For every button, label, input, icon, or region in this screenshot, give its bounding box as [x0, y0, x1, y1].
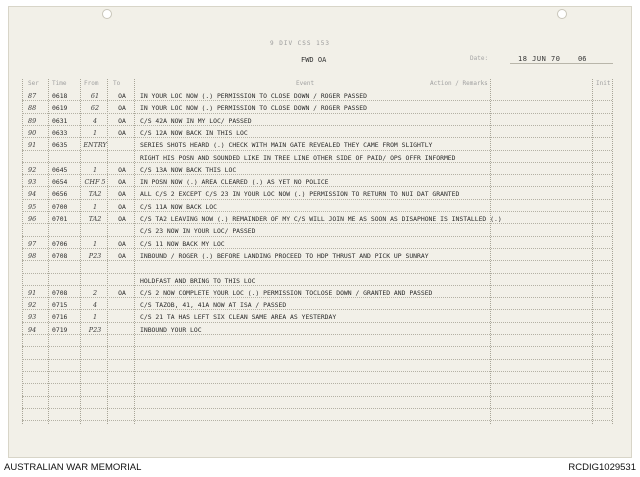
row-from: ENTRY	[83, 141, 107, 150]
row-msg: C/S TAZOB, 41, 41A NOW AT ISA / PASSED	[140, 301, 287, 310]
row-from: TA2	[88, 190, 102, 199]
row-msg: C/S 12A NOW BACK IN THIS LOC	[140, 128, 248, 137]
row-rule	[22, 174, 612, 175]
row-msg: C/S 11 NOW BACK MY LOC	[140, 239, 225, 248]
row-time: 0631	[52, 116, 68, 125]
row-rule	[22, 137, 612, 138]
row-time: 0708	[52, 251, 68, 260]
page-number: 06	[578, 55, 587, 63]
row-ser: 88	[28, 104, 37, 113]
row-rule	[22, 420, 612, 421]
row-to: OA	[118, 92, 126, 100]
punch-hole	[102, 9, 112, 19]
row-to: OA	[118, 251, 126, 260]
row-msg: IN POSN NOW (.) AREA CLEARED (.) AS YET NO POLICE	[140, 178, 329, 187]
row-from: 61	[90, 92, 100, 100]
row-msg: C/S 11A NOW BACK LOC	[140, 202, 217, 211]
row-rule	[22, 199, 612, 200]
row-rule	[22, 223, 612, 224]
row-rule	[22, 396, 612, 397]
row-to: OA	[118, 288, 126, 297]
row-from: 62	[90, 104, 100, 113]
row-to: OA	[118, 215, 126, 223]
row-rule	[22, 100, 612, 101]
row-time: 0708	[52, 288, 68, 297]
unit-title: FWD OA	[301, 56, 327, 64]
log-sheet	[8, 6, 632, 458]
row-msg: RIGHT HIS POSN AND SOUNDED LIKE IN TREE LINE OTHER SIDE OF PAID/ OPS OFFR INFORMED	[140, 153, 456, 162]
row-rule	[22, 383, 612, 384]
grid-line	[612, 79, 613, 424]
row-msg: HOLDFAST AND BRING TO THIS LOC	[140, 276, 256, 285]
row-from: CHF 5	[84, 178, 106, 187]
row-time: 0619	[52, 104, 68, 113]
row-time: 0633	[52, 128, 68, 137]
row-to: OA	[118, 178, 126, 187]
row-rule	[22, 260, 612, 261]
row-rule	[22, 297, 612, 298]
row-time: 0618	[52, 92, 68, 100]
row-rule	[22, 285, 612, 286]
log-date: 18 JUN 70	[518, 55, 561, 63]
row-from: 1	[92, 239, 98, 248]
grid-line	[134, 79, 135, 424]
punch-holes	[9, 9, 631, 19]
header-underline	[510, 63, 613, 64]
row-ser: 94	[28, 190, 37, 199]
row-rule	[22, 211, 612, 212]
row-msg: ALL C/S 2 EXCEPT C/S 23 IN YOUR LOC NOW (.) PERMISSION TO RETURN TO NUI DAT GRANTED	[140, 190, 460, 199]
row-msg: INBOUND YOUR LOC	[140, 325, 202, 334]
row-msg: C/S 21 TA HAS LEFT SIX CLEAN SAME AREA AS YESTERDAY	[140, 313, 337, 322]
row-rule	[22, 125, 612, 126]
row-rule	[22, 309, 612, 310]
row-time: 0654	[52, 178, 68, 187]
row-ser: 90	[28, 128, 37, 137]
row-ser: 92	[28, 301, 37, 310]
row-time: 0719	[52, 325, 68, 334]
row-time: 0635	[52, 141, 68, 150]
grid-line	[22, 79, 23, 424]
row-rule	[22, 359, 612, 360]
row-ser: 97	[28, 239, 37, 248]
row-from: 1	[92, 128, 98, 137]
row-time: 0715	[52, 301, 68, 310]
row-rule	[22, 186, 612, 187]
punch-hole	[557, 9, 567, 19]
row-from: P23	[88, 325, 102, 334]
row-from: 2	[92, 288, 98, 297]
row-ser: 89	[28, 116, 37, 125]
row-ser: 93	[28, 178, 37, 187]
row-time: 0706	[52, 239, 68, 248]
row-rule	[22, 113, 612, 114]
row-to: OA	[118, 116, 126, 125]
row-time: 0716	[52, 313, 68, 322]
row-ser: 96	[28, 215, 37, 223]
row-from: 4	[92, 301, 98, 310]
row-rule	[22, 248, 612, 249]
row-rule	[22, 162, 612, 163]
row-rule	[22, 322, 612, 323]
row-rule	[22, 408, 612, 409]
row-from: 1	[92, 202, 98, 211]
col-event: Event	[296, 80, 315, 87]
row-time: 0656	[52, 190, 68, 199]
col-time: Time	[52, 80, 67, 87]
row-to: OA	[118, 202, 126, 211]
row-msg: C/S 42A NOW IN MY LOC/ PASSED	[140, 116, 252, 125]
row-rule	[22, 273, 612, 274]
row-time: 0700	[52, 202, 68, 211]
date-label: Date:	[470, 55, 489, 62]
row-to: OA	[118, 165, 126, 174]
grid-line	[80, 79, 81, 424]
row-msg: SERIES SHOTS HEARD (.) CHECK WITH MAIN GATE REVEALED THEY CAME FROM SLIGHTLY	[140, 141, 433, 150]
row-ser: 91	[28, 141, 37, 150]
row-msg: INBOUND / ROGER (.) BEFORE LANDING PROCEED TO HDP THRUST AND PICK UP SUNRAY	[140, 251, 429, 260]
col-ser: Ser	[28, 80, 39, 87]
row-ser: 98	[28, 251, 37, 260]
row-rule	[22, 371, 612, 372]
row-from: 4	[92, 116, 98, 125]
row-msg: IN YOUR LOC NOW (.) PERMISSION TO CLOSE DOWN / ROGER PASSED	[140, 104, 368, 113]
row-msg: C/S 23 NOW IN YOUR LOC/ PASSED	[140, 227, 256, 236]
row-rule	[22, 334, 612, 335]
row-rule	[22, 150, 612, 151]
row-msg: C/S TA2 LEAVING NOW (.) REMAINDER OF MY C/S WILL JOIN ME AS SOON AS DISAPHONE IS INSTALLED (.)	[140, 215, 502, 223]
row-ser: 87	[28, 92, 37, 100]
row-from: 1	[92, 165, 98, 174]
row-msg: C/S 2 NOW COMPLETE YOUR LOC (.) PERMISSION TOCLOSE DOWN / GRANTED AND PASSED	[140, 288, 433, 297]
col-to: To	[113, 80, 121, 87]
row-from: TA2	[88, 215, 102, 223]
row-to: OA	[118, 239, 126, 248]
grid-line	[592, 79, 593, 424]
row-from: 1	[92, 313, 98, 322]
row-ser: 91	[28, 288, 37, 297]
footer-id: RCDIG1029531	[568, 462, 636, 473]
row-ser: 92	[28, 165, 37, 174]
row-from: P23	[88, 251, 102, 260]
row-time: 0701	[52, 215, 68, 223]
footer-source: AUSTRALIAN WAR MEMORIAL	[4, 462, 142, 473]
row-to: OA	[118, 190, 126, 199]
row-to: OA	[118, 104, 126, 113]
row-time: 0645	[52, 165, 68, 174]
row-rule	[22, 346, 612, 347]
col-from: From	[84, 80, 99, 87]
row-msg: IN YOUR LOC NOW (.) PERMISSION TO CLOSE DOWN / ROGER PASSED	[140, 92, 368, 100]
grid-line	[490, 79, 491, 424]
row-ser: 95	[28, 202, 37, 211]
col-initials: Init	[596, 80, 611, 87]
row-to: OA	[118, 128, 126, 137]
row-ser: 93	[28, 313, 37, 322]
row-msg: C/S 13A NOW BACK THIS LOC	[140, 165, 237, 174]
row-ser: 94	[28, 325, 37, 334]
row-rule	[22, 236, 612, 237]
col-action: Action / Remarks	[430, 80, 488, 87]
unit-stamp: 9 DIV CSS 153	[270, 40, 330, 47]
